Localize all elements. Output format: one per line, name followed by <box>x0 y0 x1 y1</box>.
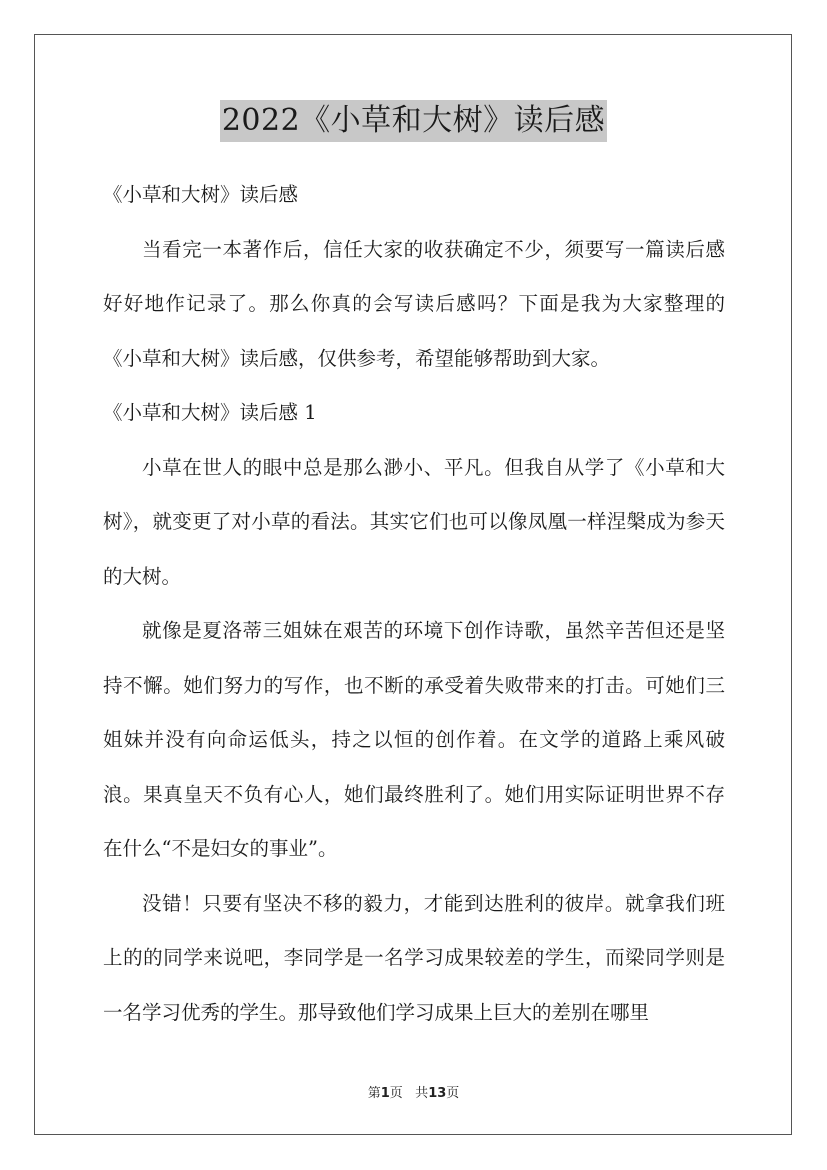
body-paragraph: 没错！只要有坚决不移的毅力，才能到达胜利的彼岸。就拿我们班上的的同学来说吧，李同学是一名学习成果较差的学生，而梁同学则是一名学习优秀的学生。那导致他们学习成果上巨大的差别在哪里 <box>103 891 725 1024</box>
document-body <box>103 168 725 1040</box>
footer-total-suffix: 页 <box>446 1086 460 1101</box>
body-paragraph: 当看完一本著作后，信任大家的收获确定不少，须要写一篇读后感好好地作记录了。那么你真的会写读后感吗？下面是我为大家整理的《小草和大树》读后感，仅供参考，希望能够帮助到大家。 <box>103 237 725 370</box>
document-title-text: 2022《小草和大树》读后感 <box>220 100 607 142</box>
footer-current-page: 1 <box>380 1086 390 1101</box>
footer-page-suffix: 页 <box>389 1086 403 1101</box>
body-paragraph: 就像是夏洛蒂三姐妹在艰苦的环境下创作诗歌，虽然辛苦但还是坚持不懈。她们努力的写作，也不断的承受着失败带来的打击。可她们三姐妹并没有向命运低头，持之以恒的创作着。在文学的道路上乘风破浪。果真皇天不负有心人，她们最终胜利了。她们用实际证明世界不存在什么“不是妇女的事业”。 <box>103 619 725 860</box>
footer-total-pages: 13 <box>428 1086 447 1101</box>
body-paragraph: 《小草和大树》读后感 <box>103 183 299 206</box>
body-paragraph: 《小草和大树》读后感 1 <box>103 401 317 424</box>
footer-page-prefix: 第 <box>367 1086 381 1101</box>
body-paragraph: 小草在世人的眼中总是那么渺小、平凡。但我自从学了《小草和大树》，就变更了对小草的看法。其实它们也可以像凤凰一样涅槃成为参天的大树。 <box>103 455 725 588</box>
document-title <box>0 100 827 142</box>
page-footer <box>0 1082 827 1101</box>
footer-total-prefix: 共 <box>415 1086 429 1101</box>
